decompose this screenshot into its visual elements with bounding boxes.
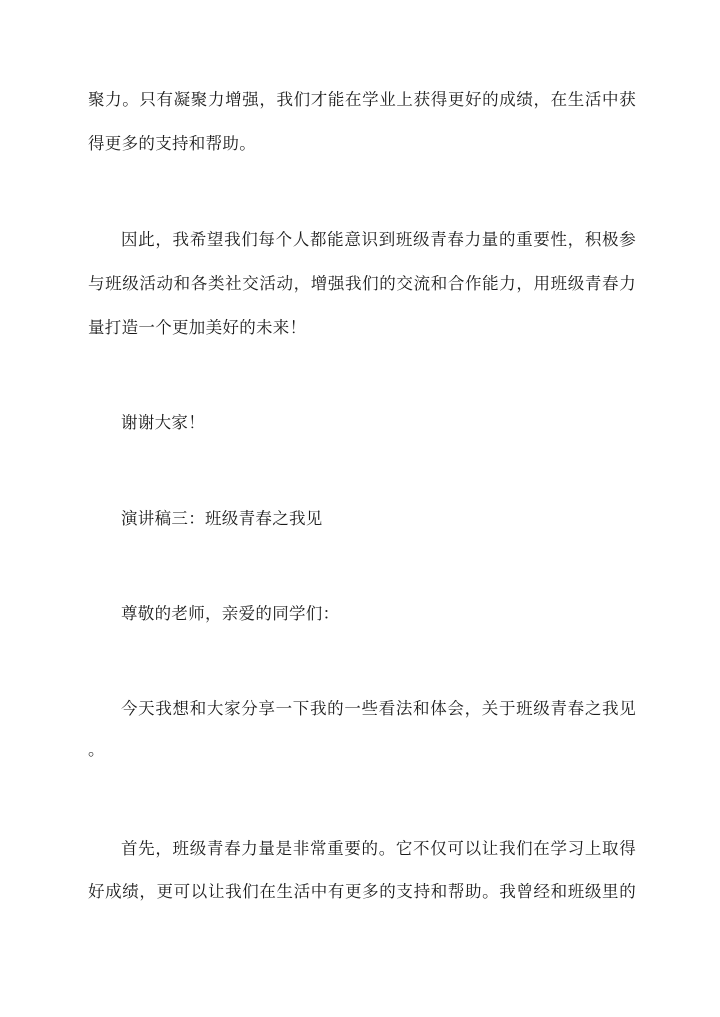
- text-line: 谢谢大家！: [121, 413, 205, 432]
- salutation: 尊敬的老师，亲爱的同学们：: [121, 604, 340, 623]
- text-line: 聚力。只有凝聚力增强，我们才能在学业上获得更好的成绩，在生活中获: [88, 90, 636, 109]
- text-line: 。: [88, 740, 105, 759]
- text-line: 得更多的支持和帮助。: [88, 134, 256, 153]
- text-line: 与班级活动和各类社交活动，增强我们的交流和合作能力，用班级青春力: [88, 274, 636, 293]
- section-title: 演讲稿三：班级青春之我见: [121, 509, 323, 528]
- text-line: 量打造一个更加美好的未来！: [88, 318, 307, 337]
- text-line: 今天我想和大家分享一下我的一些看法和体会，关于班级青春之我见: [121, 699, 636, 718]
- text-line: 好成绩，更可以让我们在生活中有更多的支持和帮助。我曾经和班级里的: [88, 882, 636, 901]
- text-line: 首先，班级青春力量是非常重要的。它不仅可以让我们在学习上取得: [121, 839, 636, 858]
- text-line: 因此，我希望我们每个人都能意识到班级青春力量的重要性，积极参: [121, 230, 636, 249]
